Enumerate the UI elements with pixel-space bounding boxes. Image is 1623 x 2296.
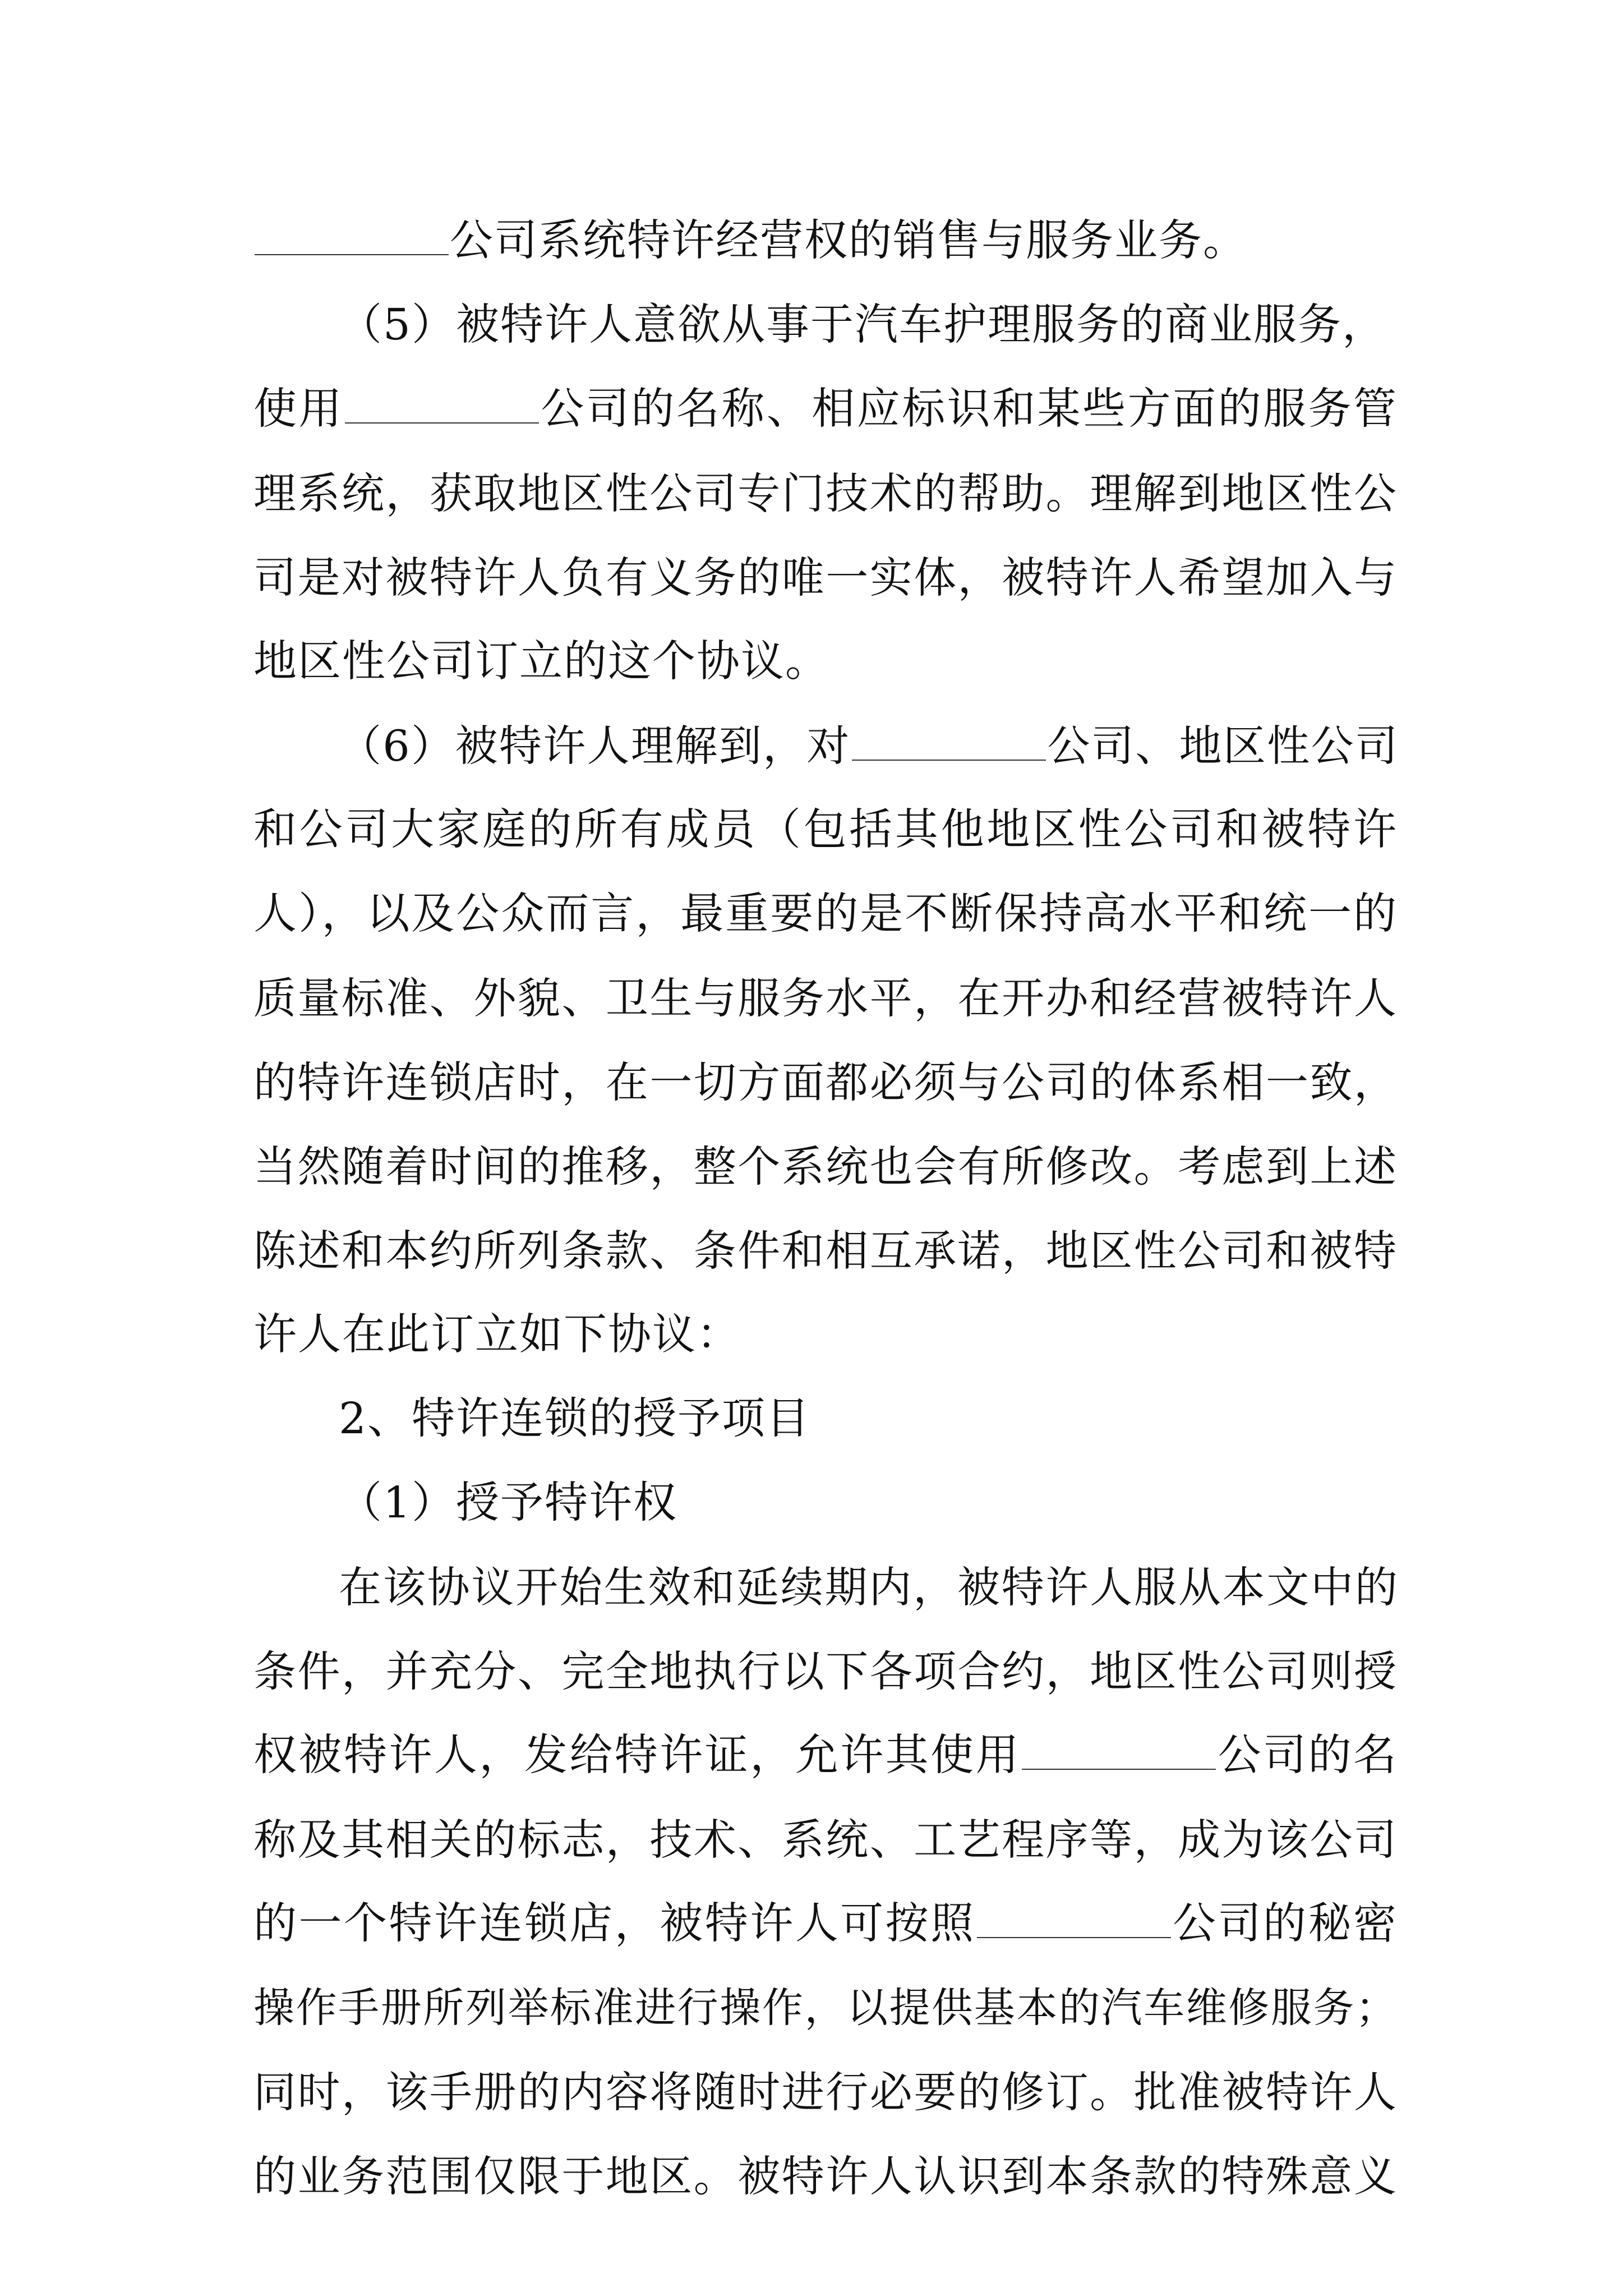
text-segment: 的特许连锁店时，在一切方面都必须与公司的体系相一致，	[253, 1057, 1398, 1107]
text-segment: 公司的秘密	[1172, 1899, 1398, 1949]
text-line	[253, 620, 1398, 704]
text-segment: 在该协议开始生效和延续期内，被特许人服从本文中的	[339, 1562, 1399, 1612]
text-segment: 人），以及公众而言，最重要的是不断保持高水平和统一的	[253, 889, 1398, 939]
text-segment: 地区性公司订立的这个协议。	[253, 637, 829, 687]
text-line	[253, 536, 1398, 620]
text-line	[339, 283, 1399, 367]
text-line	[253, 367, 1398, 452]
text-line	[253, 2050, 1398, 2134]
text-line	[253, 452, 1398, 536]
text-line	[253, 1798, 1398, 1882]
text-segment: 的业务范围仅限于地区。被特许人认识到本条款的特殊意义	[253, 2151, 1398, 2201]
fill-in-blank	[1022, 1736, 1216, 1770]
text-segment: （1）授予特许权	[339, 1478, 677, 1528]
text-line	[253, 956, 1398, 1041]
text-line	[253, 1125, 1398, 1209]
text-line	[253, 1966, 1398, 2050]
text-line	[339, 704, 1399, 788]
text-segment: 使用	[253, 384, 344, 434]
text-segment: 理系统，获取地区性公司专门技术的帮助。理解到地区性公	[253, 468, 1398, 518]
text-segment: 和公司大家庭的所有成员（包括其他地区性公司和被特许	[253, 805, 1398, 855]
fill-in-blank	[852, 727, 1046, 761]
text-segment: 条件，并充分、完全地执行以下各项合约，地区性公司则授	[253, 1646, 1398, 1696]
text-segment: 当然随着时间的推移，整个系统也会有所修改。考虑到上述	[253, 1142, 1398, 1191]
text-segment: 许人在此订立如下协议：	[253, 1310, 741, 1360]
text-line	[253, 1041, 1398, 1125]
text-line	[253, 1714, 1398, 1798]
text-segment: 权被特许人，发给特许证，允许其使用	[253, 1731, 1021, 1780]
text-line	[253, 872, 1398, 956]
text-segment: （5）被特许人意欲从事于汽车护理服务的商业服务，	[339, 300, 1386, 350]
text-line	[253, 788, 1398, 872]
text-segment: 司是对被特许人负有义务的唯一实体，被特许人希望加入与	[253, 553, 1398, 602]
text-segment: 公司的名	[1217, 1731, 1398, 1780]
text-line	[253, 1630, 1398, 1714]
text-line	[253, 1882, 1398, 1966]
text-segment: 陈述和本约所列条款、条件和相互承诺，地区性公司和被特	[253, 1226, 1398, 1276]
text-line	[253, 1209, 1398, 1293]
text-line	[339, 1545, 1399, 1630]
text-segment: 质量标准、外貌、卫生与服务水平，在开办和经营被特许人	[253, 973, 1398, 1023]
text-segment: 同时，该手册的内容将随时进行必要的修订。批准被特许人	[253, 2067, 1398, 2117]
fill-in-blank	[345, 390, 539, 424]
text-segment: 公司系统特许经营权的销售与服务业务。	[450, 216, 1247, 266]
text-segment: 操作手册所列举标准进行操作，以提供基本的汽车维修服务；	[253, 1984, 1398, 2032]
text-segment: 称及其相关的标志，技术、系统、工艺程序等，成为该公司	[253, 1815, 1398, 1865]
text-segment: 公司的名称、相应标识和某些方面的服务管	[540, 384, 1398, 434]
text-segment: 的一个特许连锁店，被特许人可按照	[253, 1899, 976, 1949]
fill-in-blank	[977, 1904, 1171, 1938]
fill-in-blank	[255, 222, 449, 255]
text-segment: 公司、地区性公司	[1046, 721, 1399, 771]
text-segment: 2、特许连锁的授予项目	[339, 1394, 810, 1444]
text-line	[253, 1293, 1398, 1377]
subsection-heading	[339, 1461, 1399, 1545]
text-line	[253, 2134, 1398, 2219]
section-heading	[339, 1377, 1399, 1461]
text-line	[253, 199, 1398, 283]
text-segment: （6）被特许人理解到，对	[339, 721, 851, 771]
